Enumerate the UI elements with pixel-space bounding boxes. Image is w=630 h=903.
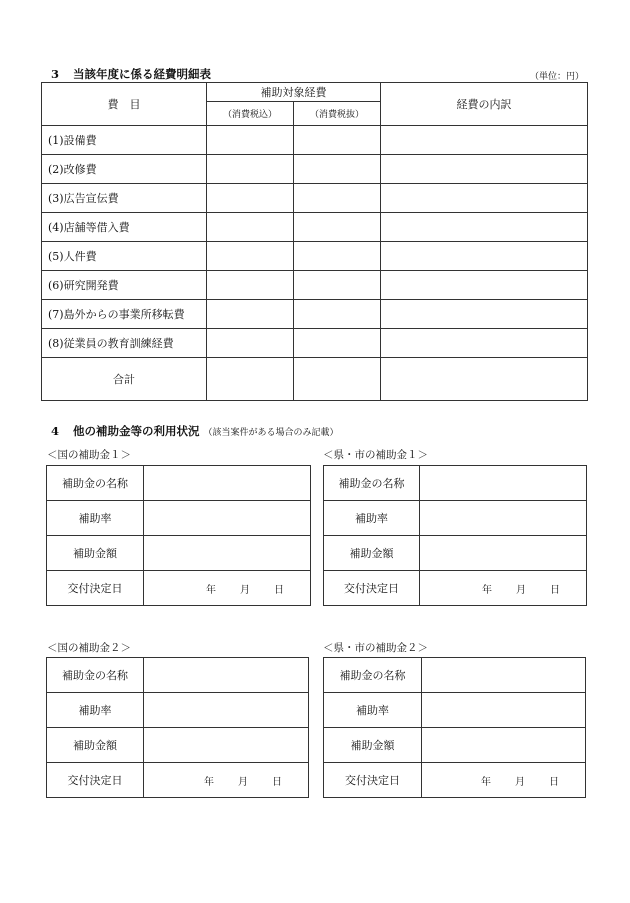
table-row [42, 271, 588, 300]
row-label: (3)広告宣伝費 [42, 184, 207, 213]
table-row [42, 213, 588, 242]
table-row [42, 242, 588, 271]
subsidy-amount-field[interactable] [420, 536, 587, 571]
subsidy-amount-field[interactable] [422, 728, 586, 763]
row-label: (1)設備費 [42, 126, 207, 155]
table-row [42, 155, 588, 184]
subsidy-rate-label: 補助率 [47, 693, 144, 728]
subsidy-name-field[interactable] [422, 658, 586, 693]
row-label: (7)島外からの事業所移転費 [42, 300, 207, 329]
tax-included-cell[interactable] [207, 271, 294, 300]
tax-excluded-cell[interactable] [294, 329, 381, 358]
section3-heading [51, 66, 211, 82]
subsidy-name-field[interactable] [144, 658, 309, 693]
subsidy-name-label: 補助金の名称 [324, 466, 420, 501]
unit-label: （単位：円） [529, 72, 584, 82]
breakdown-cell[interactable] [381, 155, 588, 184]
table-row [42, 300, 588, 329]
month-unit: 月 [240, 584, 250, 596]
year-unit: 年 [206, 584, 216, 596]
year-unit: 年 [481, 776, 491, 788]
subsidy-rate-label: 補助率 [47, 501, 144, 536]
subsidy-name-label: 補助金の名称 [47, 658, 144, 693]
subsidy-name-field[interactable] [420, 466, 587, 501]
subsidy-amount-field[interactable] [144, 536, 311, 571]
row-label: (6)研究開発費 [42, 271, 207, 300]
tax-excluded-cell[interactable] [294, 242, 381, 271]
tax-excluded-cell[interactable] [294, 126, 381, 155]
decision-date-label: 交付決定日 [324, 763, 422, 798]
total-row [42, 358, 588, 401]
row-label: (4)店舗等借入費 [42, 213, 207, 242]
day-unit: 日 [272, 776, 282, 788]
decision-date-field[interactable] [144, 763, 309, 798]
tax-included-cell[interactable] [207, 300, 294, 329]
local-subsidy-2-title: ＜県・市の補助金２＞ [323, 642, 428, 654]
national-subsidy-2-table [46, 657, 309, 798]
section4-title: 他の補助金等の利用状況 [73, 424, 200, 438]
tax-excluded-cell[interactable] [294, 271, 381, 300]
tax-included-cell[interactable] [207, 126, 294, 155]
subsidy-amount-label: 補助金額 [47, 728, 144, 763]
day-unit: 日 [550, 584, 560, 596]
table-row [42, 329, 588, 358]
subsidy-rate-label: 補助率 [324, 693, 422, 728]
subsidy-rate-field[interactable] [422, 693, 586, 728]
month-unit: 月 [238, 776, 248, 788]
national-subsidy-1-title: ＜国の補助金１＞ [47, 449, 131, 461]
decision-date-label: 交付決定日 [324, 571, 420, 606]
subsidy-name-label: 補助金の名称 [47, 466, 144, 501]
decision-date-label: 交付決定日 [47, 571, 144, 606]
decision-date-field[interactable] [420, 571, 587, 606]
breakdown-cell[interactable] [381, 329, 588, 358]
national-subsidy-2-title: ＜国の補助金２＞ [47, 642, 131, 654]
tax-excluded-cell[interactable] [294, 213, 381, 242]
tax-included-cell[interactable] [207, 155, 294, 184]
header-breakdown: 経費の内訳 [381, 83, 588, 126]
year-unit: 年 [482, 584, 492, 596]
subsidy-rate-label: 補助率 [324, 501, 420, 536]
subsidy-amount-field[interactable] [144, 728, 309, 763]
breakdown-cell[interactable] [381, 271, 588, 300]
decision-date-field[interactable] [422, 763, 586, 798]
header-tax-included: （消費税込） [207, 102, 294, 126]
month-unit: 月 [516, 584, 526, 596]
total-tax-excluded-cell[interactable] [294, 358, 381, 401]
decision-date-label: 交付決定日 [47, 763, 144, 798]
tax-included-cell[interactable] [207, 242, 294, 271]
total-tax-included-cell[interactable] [207, 358, 294, 401]
breakdown-cell[interactable] [381, 184, 588, 213]
breakdown-cell[interactable] [381, 300, 588, 329]
subsidy-amount-label: 補助金額 [324, 536, 420, 571]
national-subsidy-1-table [46, 465, 311, 606]
breakdown-cell[interactable] [381, 126, 588, 155]
decision-date-field[interactable] [144, 571, 311, 606]
row-label: (2)改修費 [42, 155, 207, 184]
section4-note: （該当案件がある場合のみ記載） [203, 428, 339, 438]
tax-excluded-cell[interactable] [294, 184, 381, 213]
tax-excluded-cell[interactable] [294, 155, 381, 184]
expense-table [41, 82, 588, 401]
table-row [42, 184, 588, 213]
table-row [42, 126, 588, 155]
row-label: (5)人件費 [42, 242, 207, 271]
local-subsidy-1-title: ＜県・市の補助金１＞ [323, 449, 428, 461]
subsidy-name-label: 補助金の名称 [324, 658, 422, 693]
header-expense: 費 目 [42, 83, 207, 126]
subsidy-rate-field[interactable] [144, 501, 311, 536]
subsidy-amount-label: 補助金額 [324, 728, 422, 763]
header-target-expense: 補助対象経費 [207, 83, 381, 102]
section4-heading [51, 423, 339, 439]
section4-number: 4 [51, 424, 60, 438]
day-unit: 日 [274, 584, 284, 596]
local-subsidy-2-table [323, 657, 586, 798]
section3-number: 3 [51, 67, 60, 81]
tax-included-cell[interactable] [207, 184, 294, 213]
breakdown-cell[interactable] [381, 213, 588, 242]
subsidy-amount-label: 補助金額 [47, 536, 144, 571]
total-label: 合計 [42, 358, 207, 401]
breakdown-cell[interactable] [381, 242, 588, 271]
tax-included-cell[interactable] [207, 213, 294, 242]
local-subsidy-1-table [323, 465, 587, 606]
subsidy-rate-field[interactable] [420, 501, 587, 536]
month-unit: 月 [515, 776, 525, 788]
total-breakdown-cell[interactable] [381, 358, 588, 401]
subsidy-name-field[interactable] [144, 466, 311, 501]
tax-included-cell[interactable] [207, 329, 294, 358]
header-tax-excluded: （消費税抜） [294, 102, 381, 126]
day-unit: 日 [549, 776, 559, 788]
row-label: (8)従業員の教育訓練経費 [42, 329, 207, 358]
tax-excluded-cell[interactable] [294, 300, 381, 329]
year-unit: 年 [204, 776, 214, 788]
section3-title: 当該年度に係る経費明細表 [73, 67, 211, 81]
subsidy-rate-field[interactable] [144, 693, 309, 728]
